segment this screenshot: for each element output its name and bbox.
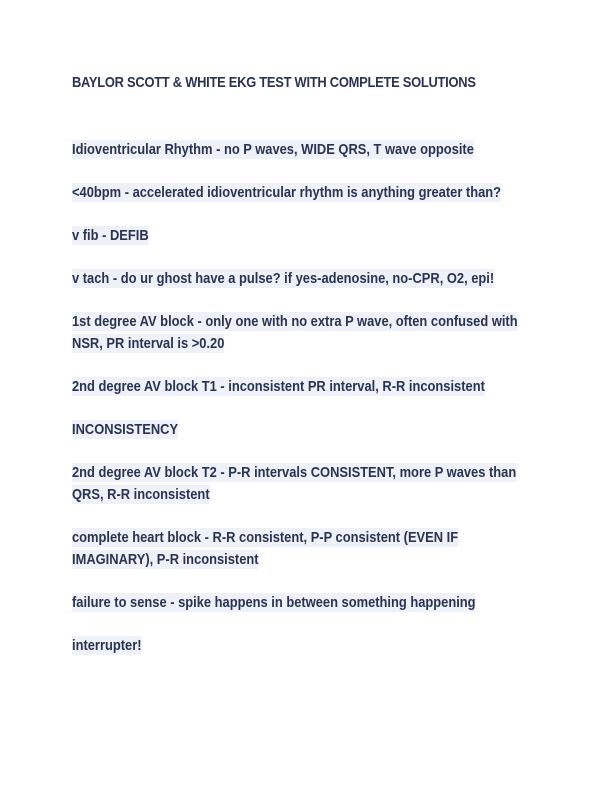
entry-text: <40bpm - accelerated idioventricular rhythm is anything greater than? xyxy=(72,184,502,201)
entry-text: INCONSISTENCY xyxy=(72,421,179,438)
entry-text: Idioventricular Rhythm - no P waves, WIDE QRS, T wave opposite xyxy=(72,141,474,158)
entry-v-fib xyxy=(72,225,536,247)
entry-text: failure to sense - spike happens in between something happening xyxy=(72,594,476,611)
entry-1st-degree-av-block xyxy=(72,311,519,355)
entry-2nd-degree-t2 xyxy=(72,462,519,506)
entry-text: v tach - do ur ghost have a pulse? if yes-adenosine, no-CPR, O2, epi! xyxy=(72,270,495,287)
entry-text: 2nd degree AV block T1 - inconsistent PR interval, R-R inconsistent xyxy=(72,378,485,395)
entry-text: 1st degree AV block - only one with no extra P wave, often confused with NSR, PR interval is >0.20 xyxy=(72,313,518,352)
entry-text: interrupter! xyxy=(72,637,142,654)
entry-failure-to-sense xyxy=(72,592,536,614)
entry-inconsistency xyxy=(72,419,536,441)
entry-text: complete heart block - R-R consistent, P-P consistent (EVEN IF IMAGINARY), P-R inconsistent xyxy=(72,529,459,568)
entry-idioventricular xyxy=(72,139,536,161)
entry-text: v fib - DEFIB xyxy=(72,227,149,244)
entry-v-tach xyxy=(72,268,536,290)
entry-interrupter xyxy=(72,635,536,657)
document-title: BAYLOR SCOTT & WHITE EKG TEST WITH COMPLETE SOLUTIONS xyxy=(72,74,476,91)
entry-2nd-degree-t1 xyxy=(72,376,536,398)
entry-complete-heart-block xyxy=(72,527,536,571)
entry-text: 2nd degree AV block T2 - P-R intervals CONSISTENT, more P waves than QRS, R-R inconsistent xyxy=(72,464,517,503)
entry-accelerated-idioventricular xyxy=(72,182,536,204)
